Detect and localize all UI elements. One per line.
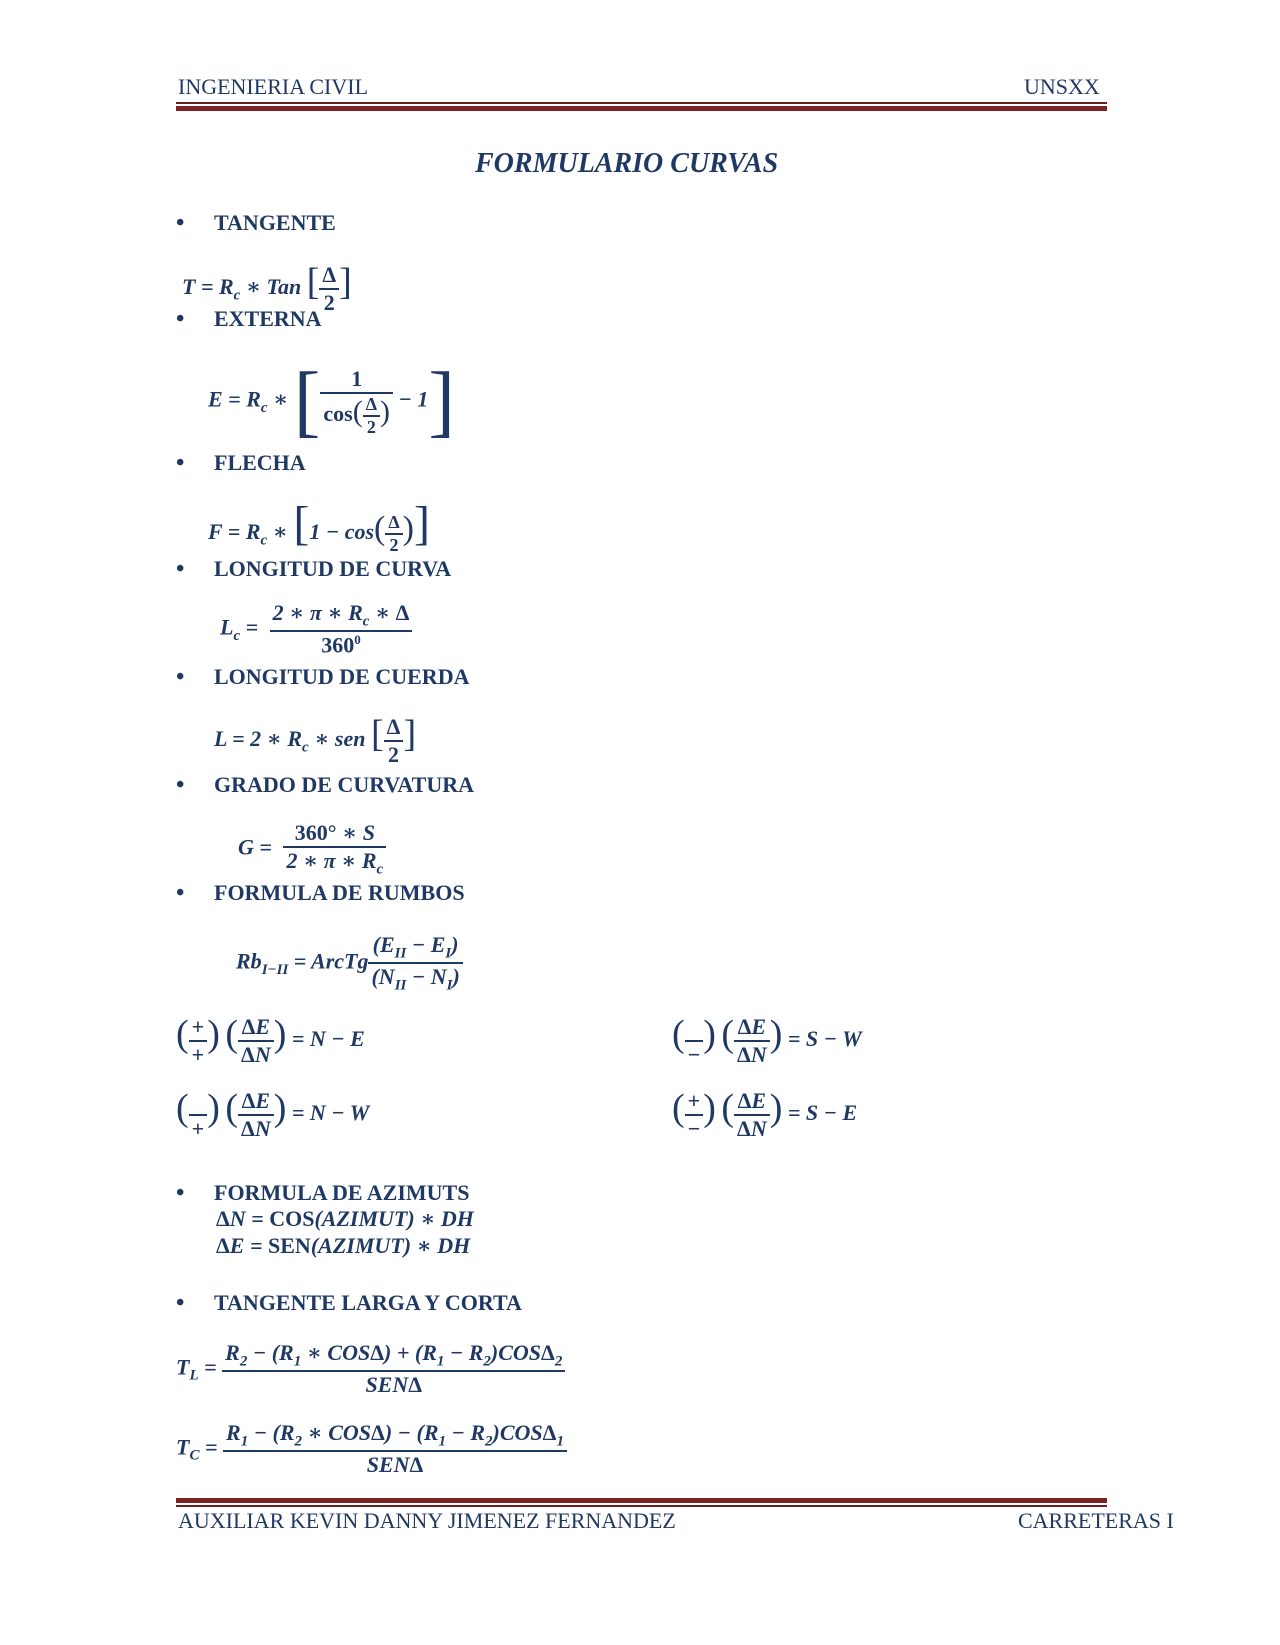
- rumbo-result-pm: = S − E: [787, 1100, 858, 1125]
- section-azimuts: • FORMULA DE AZIMUTS: [176, 1180, 470, 1206]
- rumbo-quadrant-pp: ( $\frac{+}{+}$ ) ( $\frac{\Delta E}{\Delta N}$ ) = N − E: [176, 1013, 365, 1067]
- header-rule-thick: [176, 106, 1107, 111]
- rumbo-result-mp: = N − W: [291, 1100, 370, 1125]
- footer-rule-thick: [176, 1498, 1107, 1503]
- formula-rumbos: $Rb_{I-II}$ = ArcTg $\frac{(E_{II} - E_I)}{(N_{II} - N_I)}$: [236, 932, 463, 995]
- page-title: FORMULARIO CURVAS: [475, 148, 779, 179]
- header-left: INGENIERIA CIVIL: [178, 74, 369, 99]
- formula-tangente: $T = R_c$ ∗ Tan [ $\frac{\Delta}{2}$ ]: [182, 261, 352, 315]
- section-longitud-curva: • LONGITUD DE CURVA: [176, 556, 452, 582]
- section-tangente: • TANGENTE: [176, 210, 336, 236]
- formula-longitud-cuerda: L = 2 ∗ $R_c$ ∗ sen [ $\frac{\Delta}{2}$ ]: [214, 713, 417, 767]
- section-longitud-cuerda: • LONGITUD DE CUERDA: [176, 664, 470, 690]
- rumbo-result-pp: = N − E: [291, 1026, 365, 1051]
- section-rumbos: • FORMULA DE RUMBOS: [176, 880, 465, 906]
- formula-grado-curvatura: G = $\frac{360^\circ ∗ S}{2 ∗ \pi ∗ R_c}$: [238, 820, 386, 878]
- footer-right: CARRETERAS I: [1018, 1508, 1174, 1533]
- formula-longitud-curva: $L_c$ = $\frac{2 ∗ \pi ∗ R_c ∗ \Delta}{360^0}$: [220, 600, 412, 659]
- section-externa: • EXTERNA: [176, 306, 322, 332]
- formula-azimut-e: ΔE = SEN(AZIMUT) ∗ DH: [216, 1233, 471, 1258]
- formula-flecha: $F = R_c$ ∗ [1 − cos( $\frac{\Delta}{2}$ )]: [208, 497, 430, 555]
- section-flecha: • FLECHA: [176, 450, 306, 476]
- rumbo-quadrant-mm: ( − ) ( $\frac{\Delta E}{\Delta N}$ ) = S − W: [672, 1013, 862, 1067]
- section-tangente-larga-corta: • TANGENTE LARGA Y CORTA: [176, 1290, 522, 1316]
- header-rule-thin: [176, 102, 1107, 104]
- footer-left: AUXILIAR KEVIN DANNY JIMENEZ FERNANDEZ: [178, 1508, 676, 1533]
- rumbo-result-mm: = S − W: [787, 1026, 862, 1051]
- formula-azimut-n: ΔN = COS(AZIMUT) ∗ DH: [216, 1206, 474, 1231]
- rumbo-quadrant-pm: ( $\frac{+}{-}$ ) ( $\frac{\Delta E}{\Delta N}$ ) = S − E: [672, 1087, 858, 1141]
- formula-tangente-corta: $T_C$ = $\frac{R_1 - (R_2 ∗ COS\Delta) - (R_1 - R_2)COS\Delta_1}{\text{SENΔ}}$: [176, 1420, 567, 1478]
- rumbo-quadrant-mp: ( + ) ( $\frac{\Delta E}{\Delta N}$ ) = N − W: [176, 1087, 370, 1141]
- formula-tangente-larga: $T_L$ = $\frac{R_2 - (R_1 ∗ COS\Delta) + (R_1 - R_2)COS\Delta_2}{\text{SENΔ}}$: [176, 1340, 565, 1398]
- formula-externa: $E = R_c$ ∗ [ 1 cos( $\frac{\Delta}{2}$ ) − 1]: [208, 357, 456, 445]
- footer-rule-thin: [176, 1505, 1107, 1507]
- section-grado-curvatura: • GRADO DE CURVATURA: [176, 772, 474, 798]
- header-right: UNSXX: [1024, 74, 1100, 99]
